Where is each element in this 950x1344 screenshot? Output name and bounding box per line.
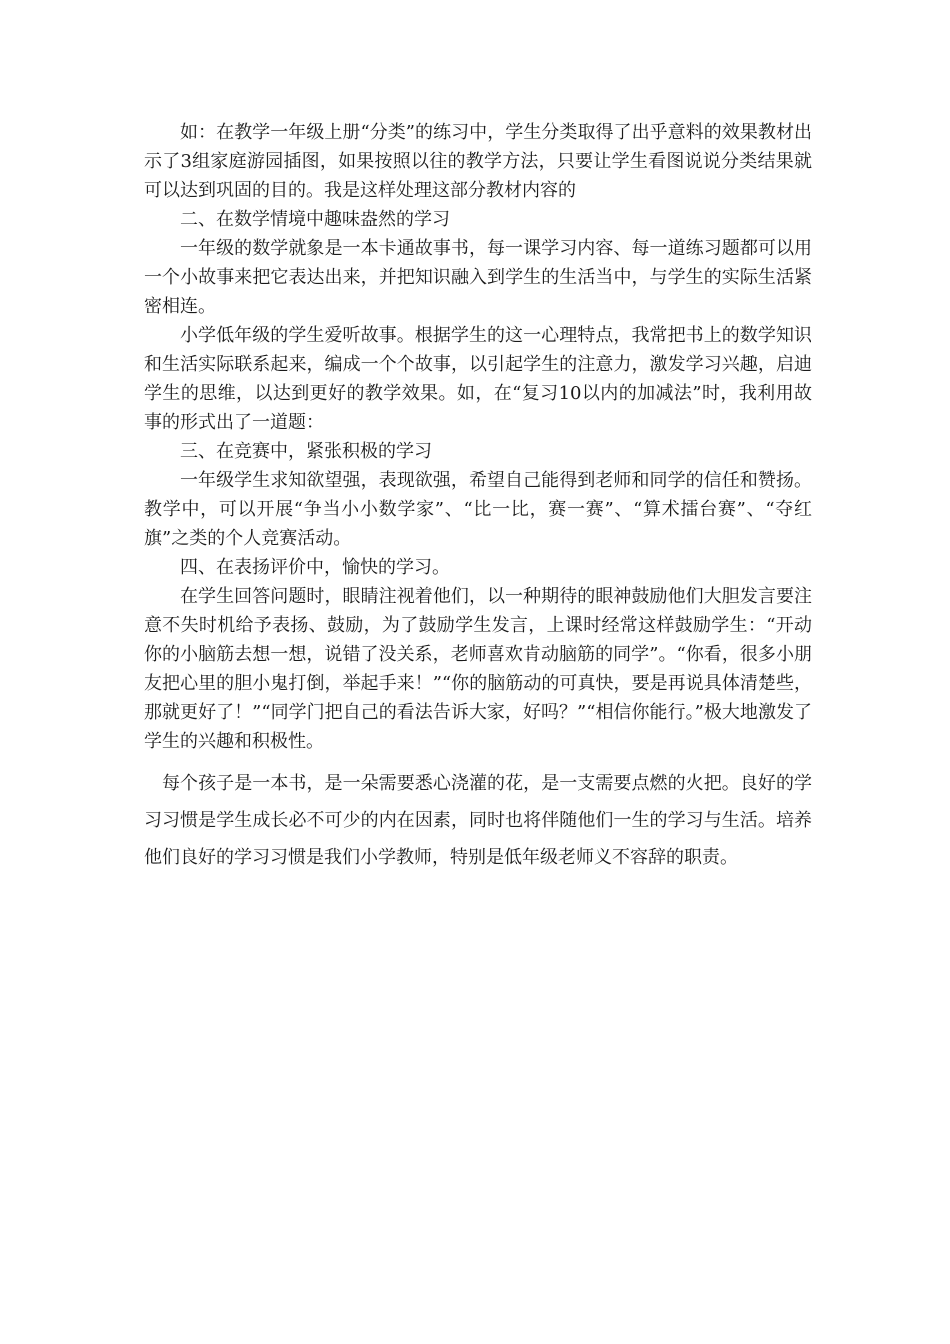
paragraph-closing: 每个孩子是一本书，是一朵需要悉心浇灌的花，是一支需要点燃的火把。良好的学习习惯是学生成长必不可少的内在因素，同时也将伴随他们一生的学习与生活。培养他们良好的学习习惯是我们小学教师，特别是低年级老师义不容辞的职责。 [144, 773, 812, 868]
paragraph-classification-example: 如：在教学一年级上册“分类”的练习中，学生分类取得了出乎意料的效果教材出示了3组家庭游园插图，如果按照以往的教学方法，只要让学生看图说说分类结果就可以达到巩固的目的。我是这样处理这部分教材内容的 [144, 122, 812, 201]
section-heading-three: 三、在竞赛中，紧张积极的学习 [180, 441, 432, 462]
paragraph-cartoon-storybook: 一年级的数学就象是一本卡通故事书，每一课学习内容、每一道练习题都可以用一个小故事来把它表达出来，并把知识融入到学生的生活当中，与学生的实际生活紧密相连。 [144, 238, 812, 317]
paragraph-competition: 一年级学生求知欲望强，表现欲强，希望自己能得到老师和同学的信任和赞扬。教学中，可以开展“争当小小数学家”、“比一比，赛一赛”、“算术擂台赛”、“夺红旗”之类的个人竞赛活动。 [144, 470, 812, 549]
document-body [144, 118, 812, 876]
section-heading-four: 四、在表扬评价中，愉快的学习。 [180, 557, 450, 578]
paragraph-storytelling: 小学低年级的学生爱听故事。根据学生的这一心理特点，我常把书上的数学知识和生活实际联系起来，编成一个个故事，以引起学生的注意力，激发学习兴趣，启迪学生的思维，以达到更好的教学效果。如，在“复习10以内的加减法”时，我利用故事的形式出了一道题： [144, 325, 812, 433]
paragraph-praise: 在学生回答问题时，眼睛注视着他们，以一种期待的眼神鼓励他们大胆发言要注意不失时机给予表扬、鼓励，为了鼓励学生发言，上课时经常这样鼓励学生：“开动你的小脑筋去想一想，说错了没关系，老师喜欢肯动脑筋的同学”。“你看，很多小朋友把心里的胆小鬼打倒，举起手来！”“你的脑筋动的可真快，要是再说具体清楚些，那就更好了！”“同学门把自己的看法告诉大家，好吗？”“相信你能行。”极大地激发了学生的兴趣和积极性。 [144, 586, 812, 752]
section-heading-two: 二、在数学情境中趣味盎然的学习 [180, 209, 450, 230]
